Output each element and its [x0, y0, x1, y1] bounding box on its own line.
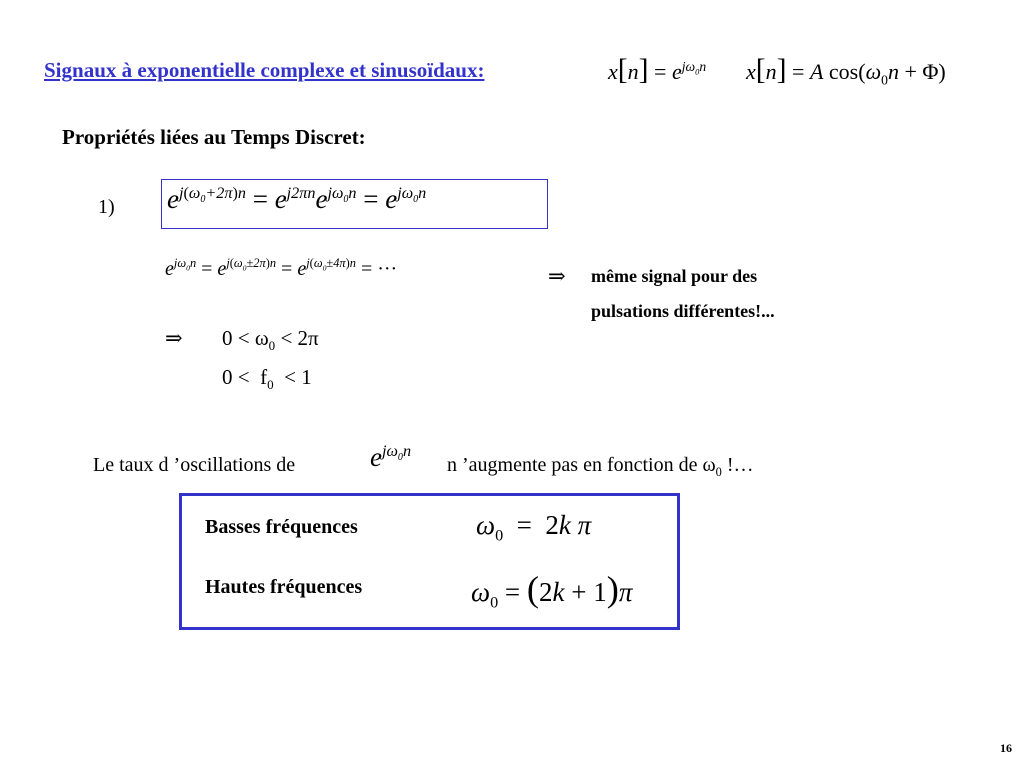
- high-frequency-label: Hautes fréquences: [205, 576, 363, 598]
- oscillation-inline-exponential: $e^{j\omega_0n}$: [370, 442, 412, 472]
- implies-arrow-2: ⇒: [165, 326, 183, 350]
- low-frequency-label: Basses fréquences: [205, 516, 358, 538]
- section-subtitle: Propriétés liées au Temps Discret:: [62, 125, 366, 149]
- periodicity-equation: $e^{j\omega_0n} = e^{j(\omega_0\pm 2\pi)n} = e^{j(\omega_0\pm 4\pi)n}$ = ···: [165, 256, 398, 280]
- frequency-range: $0 < f_0 < 1$: [222, 365, 312, 393]
- low-frequency-equation: $\omega_0 = 2k$ π: [476, 510, 592, 545]
- high-frequency-equation: $\omega_0 = (2k + 1)\pi$: [471, 569, 633, 612]
- header-equation-exponential: $x[n] = e^{j\omega_0n}$: [608, 54, 707, 86]
- conclusion-line-1: même signal pour des: [591, 266, 758, 286]
- conclusion-line-2: pulsations différentes!...: [591, 301, 775, 321]
- boxed-equation-content: $e^{j(\omega_0+2\pi)n} = e^{j2\pi n}e^{j\omega_0n} = e^{j\omega_0n}$: [167, 184, 427, 214]
- header-equation-cosine: x[n] = A $\cos(\omega_0n + \Phi)$: [746, 54, 946, 88]
- page-number: 16: [1000, 741, 1012, 755]
- omega-range: $0 < \omega_0 < 2\pi$: [222, 326, 319, 354]
- implies-arrow-1: ⇒: [548, 264, 566, 288]
- property-1-label: 1): [98, 196, 115, 218]
- slide-title: Signaux à exponentielle complexe et sinusoïdaux:: [44, 58, 485, 82]
- oscillation-text-before: Le taux d ’oscillations de: [93, 454, 296, 476]
- oscillation-text-after: n ’augmente pas en fonction de $\omega_0$ !…: [447, 454, 754, 479]
